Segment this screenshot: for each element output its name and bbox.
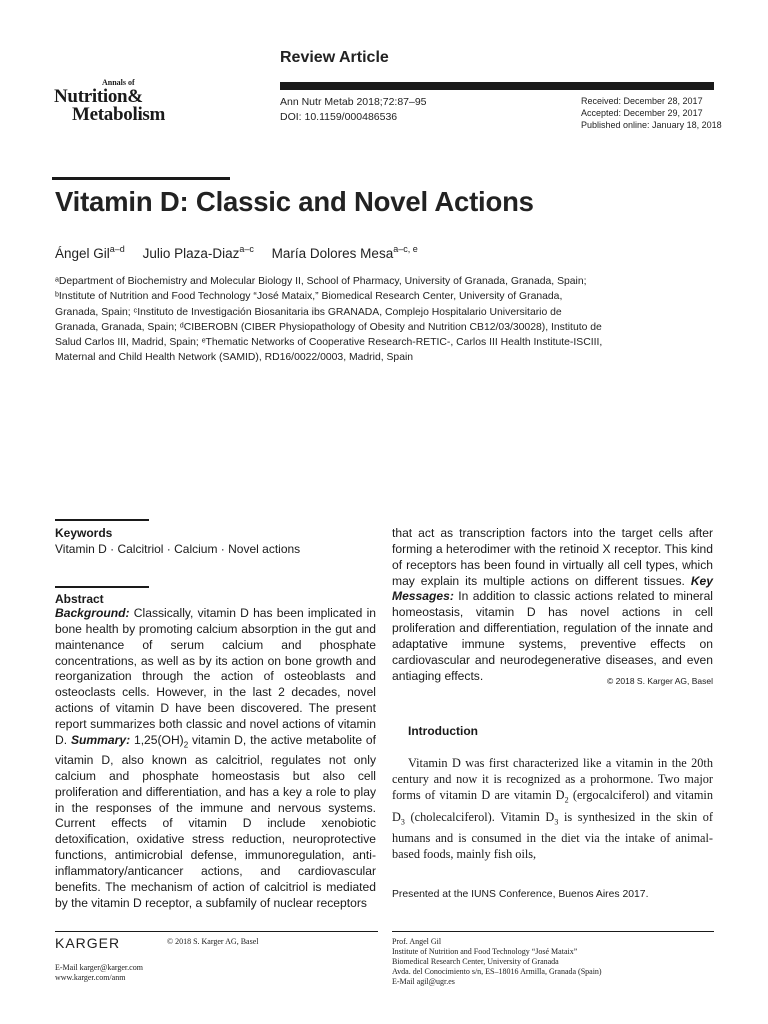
publisher-logo: KARGER [55, 935, 121, 951]
citation: Ann Nutr Metab 2018;72:87–95 [280, 96, 427, 108]
affiliations [55, 274, 610, 366]
background-label: Background: [55, 606, 130, 620]
key-messages-text: In addition to classic actions related to mineral homeostasis, vitamin D has novel actions in cell proliferation and differentiation, regulation of the innate and adaptative immune systems, preventive effects on cardiovascular and neurodegenerative diseases, and even antiaging effects. [392, 589, 713, 683]
summary-text: vitamin D, the active metabolite of vitamin D, also known as calcitriol, regulates not only calcium and phosphate homeostasis but also cell proliferation and differentiation, and has a key a role to play in the responses of the immune and nervous systems. Current effects of vitamin D include xenobiotic detoxification, oxidative stress reduction, neuroprotective functions, antimicrobial defense, immunoregulation, anti-inflammatory/anticancer actions, and cardiovascular benefits. The mechanism of action of calcitriol is mediated by the vitamin D receptor, a subfamily of nuclear receptors [55, 732, 376, 910]
abstract-left-column [55, 606, 376, 911]
keywords-rule [55, 519, 149, 521]
summary-subscript: 2 [183, 740, 189, 750]
corr-address: Avda. del Conocimiento s/n, ES–18016 Armilla, Granada (Spain) [392, 967, 602, 976]
abstract-right-column [392, 526, 713, 684]
corr-center: Biomedical Research Center, University of Granada [392, 957, 559, 966]
corr-name: Prof. Angel Gil [392, 937, 442, 946]
presented-note: Presented at the IUNS Conference, Buenos Aires 2017. [392, 889, 649, 900]
title-rule [52, 177, 230, 180]
article-title: Vitamin D: Classic and Novel Actions [55, 186, 534, 217]
footer-rule-right [392, 931, 714, 932]
journal-logo [52, 78, 192, 128]
footer-copyright: © 2018 S. Karger AG, Basel [167, 937, 259, 946]
affiliation-line: ᵃDepartment of Biochemistry and Molecular Biology II, School of Pharmacy, University of Granada, Granada, Spain; [55, 276, 587, 287]
journal-logo-small: Annals of [102, 78, 135, 87]
affiliation-line: ᵇInstitute of Nutrition and Food Technology “José Mataix,” Biomedical Research Center, University of Granada, [55, 291, 563, 303]
author-mesa[interactable]: María Dolores Mesa$^{a-c, e}$ [271, 244, 418, 261]
received-date: Received: December 28, 2017 [581, 96, 703, 106]
doi-link[interactable]: DOI: 10.1159/000486536 [280, 111, 398, 123]
publisher-contact [55, 963, 143, 983]
affiliation-line: Granada, Granada, Spain; ᵈCIBEROBN (CIBER Physiopathology of Obesity and Nutrition CB12/03/30028), Instituto de [55, 321, 602, 333]
author-plaza-diaz[interactable]: Julio Plaza-Diaz$^{a-c}$ [142, 244, 254, 261]
footer-rule-left [55, 931, 378, 932]
abstract-heading: Abstract [55, 592, 104, 606]
introduction-heading: Introduction [408, 724, 478, 738]
keywords-list: Vitamin D · Calcitriol · Calcium · Novel actions [55, 542, 301, 556]
background-text: Classically, vitamin D has been implicated in bone health by promoting calcium absorption in the gut and maintenance of serum calcium and phosphate concentrations, as well as by its action on bone growth and reorganization through the action of osteoblasts and osteoclasts cells. However, in the last 2 decades, novel actions of vitamin D have been discovered. The present report summarizes both classic and novel actions of vitamin D. [55, 606, 376, 747]
introduction-text: Vitamin D was first characterized like a vitamin in the 20th century and now it is recognized as a prohormone. Two major forms of vitamin D are vitamin $D_2$ (ergocalciferol) and vitamin $D_3$ (cholecalciferol). Vitamin $D_3$ is synthesized in the skin of humans and is consumed in the diet via the intake of animal-based foods, mainly fish oils, [392, 756, 713, 862]
dates-block [581, 95, 722, 131]
key-messages-label: Key Messages: [392, 573, 713, 604]
publisher-web-link[interactable]: www.karger.com/anm [55, 973, 126, 982]
header-bar [280, 82, 714, 90]
journal-logo-line2: Metabolism [72, 104, 166, 125]
corr-email-link[interactable]: E-Mail agil@ugr.es [392, 977, 455, 986]
abstract-continued: that act as transcription factors into the target cells after forming a heterodimer with the retinoid X receptor. This kind of receptors has been found in virtually all cell types, which may explain its multiple actions on different tissues. [392, 526, 713, 588]
summary-formula: 1,25(OH) [130, 732, 184, 747]
keywords-heading: Keywords [55, 526, 113, 540]
published-date: Published online: January 18, 2018 [581, 120, 722, 130]
corr-institute: Institute of Nutrition and Food Technology “José Mataix” [392, 947, 578, 956]
publisher-email-link[interactable]: E-Mail karger@karger.com [55, 963, 143, 972]
abstract-rule [55, 586, 149, 588]
journal-logo-line1: Nutrition& [54, 86, 143, 107]
correspondence-block [392, 937, 602, 987]
affiliation-line: Salud Carlos III, Madrid, Spain; ᵉThematic Networks of Cooperative Research-RETIC-, Carlos III Health Institute-ISCIII, [55, 337, 603, 349]
citation-block [280, 95, 427, 125]
accepted-date: Accepted: December 29, 2017 [581, 108, 703, 118]
affiliation-line: Granada, Spain; ᶜInstituto de Investigación Biosanitaria ibs GRANADA, Complejo Hospitalario Universitario de [55, 306, 562, 318]
author-gil[interactable]: Ángel Gil$^{a-d}$ [55, 244, 125, 261]
author-list [55, 244, 432, 261]
summary-label: Summary: [70, 732, 131, 747]
affiliation-line: Maternal and Child Health Network (SAMID), RD16/0022/0003, Madrid, Spain [55, 352, 414, 364]
abstract-copyright: © 2018 S. Karger AG, Basel [607, 676, 713, 686]
article-type-label: Review Article [280, 49, 389, 66]
